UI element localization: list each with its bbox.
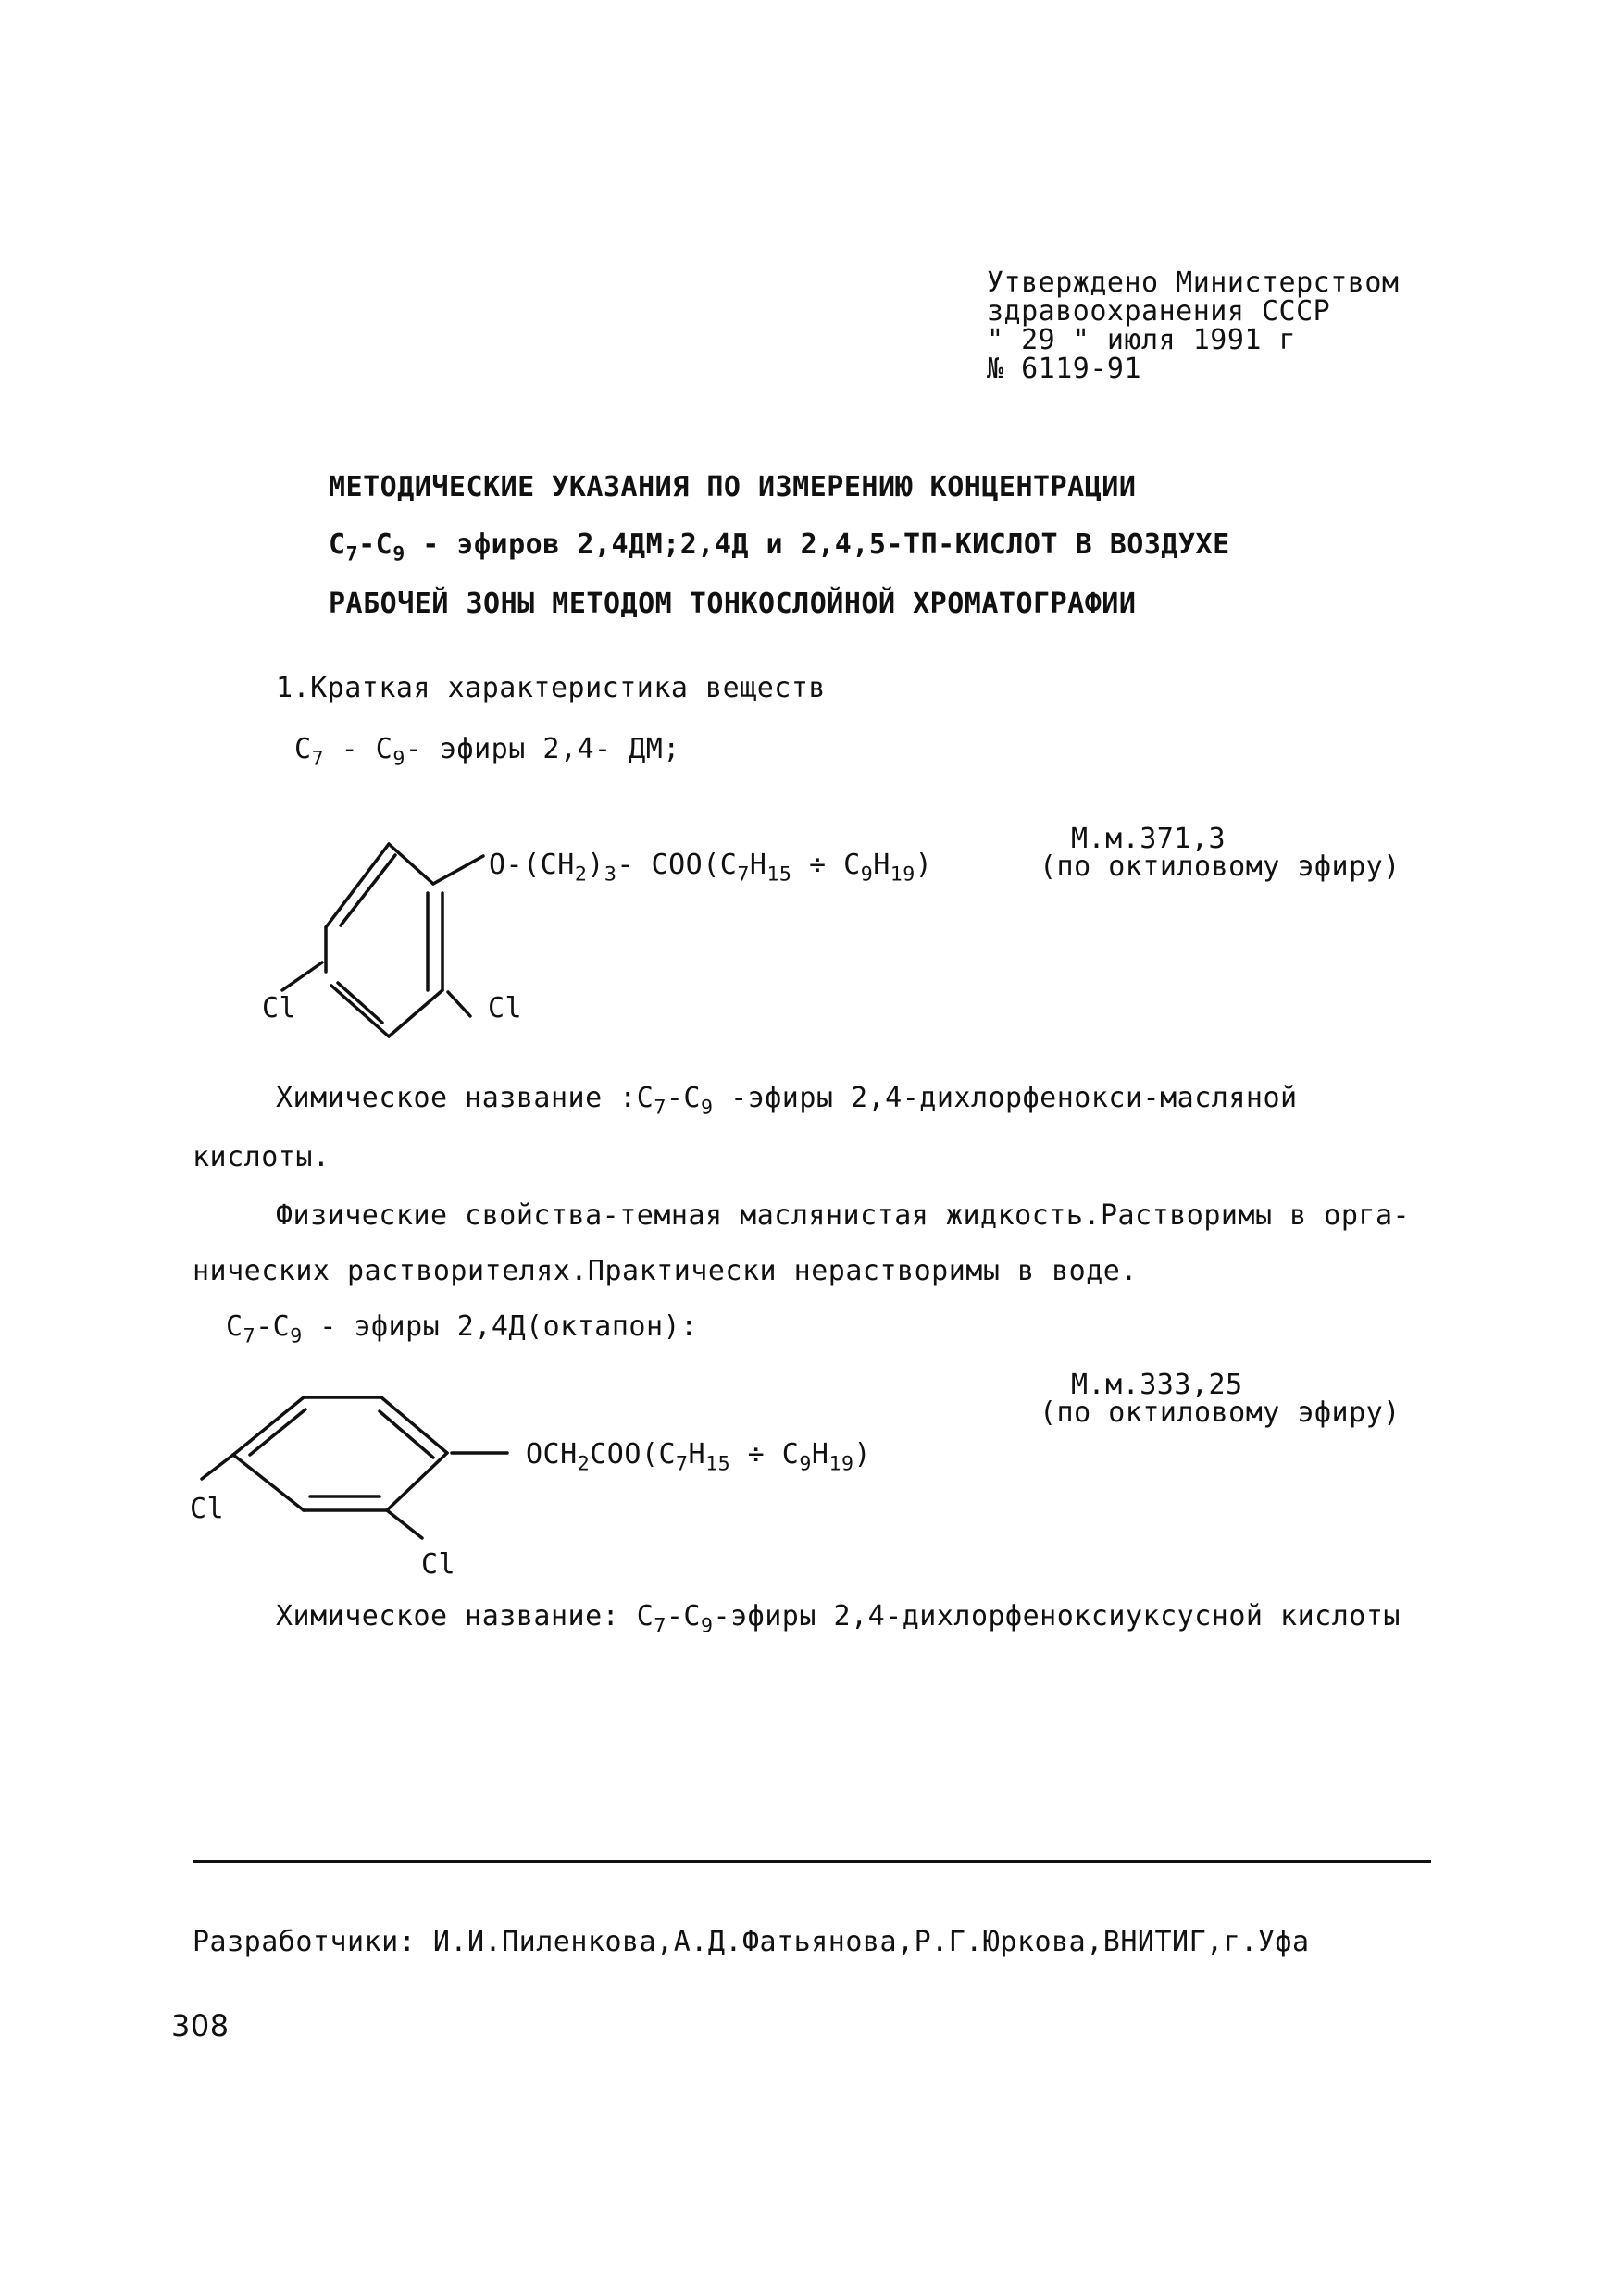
approval-number: № 6119-91 (987, 353, 1142, 385)
structure-2-cl-left: Cl (190, 1493, 225, 1525)
approval-line-2: здравоохранения СССР (987, 295, 1331, 328)
s2-bond-cl-bottom (387, 1510, 422, 1538)
s1-cn-c: -эфиры 2,4-дихлорфенокси-масляной (713, 1082, 1298, 1114)
s2-bond-bottom-left (233, 1455, 304, 1510)
s1-f-s2: 3 (604, 863, 617, 887)
s1-cn-s2: 9 (701, 1096, 714, 1120)
title-c: C (329, 528, 346, 561)
document-title-line-1: МЕТОДИЧЕСКИЕ УКАЗАНИЯ ПО ИЗМЕРЕНИЮ КОНЦЕНТРАЦИИ (329, 471, 1137, 503)
s1-label-c: C (294, 733, 312, 765)
s2-cn-a: Химическое название: C (276, 1600, 654, 1632)
s2-f-s2: 7 (676, 1452, 689, 1476)
s2-bond-bottom-right (387, 1453, 447, 1510)
substance-2-molecular-mass-note: (по октиловому эфиру) (1040, 1396, 1401, 1429)
s1-f-s6: 19 (890, 863, 915, 887)
substance-2-molecular-mass: М.м.333,25 (1071, 1369, 1243, 1401)
page-number: 308 (171, 2008, 230, 2043)
s2-f-f: ) (853, 1438, 872, 1471)
s1-f-d: H (749, 849, 767, 881)
s1-f-a: O-(CH (489, 849, 575, 881)
s2-bond-top-left-inner (250, 1409, 305, 1455)
s1-f-e: C (843, 849, 861, 881)
s2-label-rest: - эфиры 2,4Д(октапон): (302, 1310, 698, 1343)
s1-label-sub-7: 7 (311, 747, 325, 771)
structure-1-cl-right: Cl (488, 992, 523, 1024)
substance-1-molecular-mass-note: (по октиловому эфиру) (1040, 850, 1401, 883)
s2-cn-b: -C (666, 1600, 701, 1632)
s1-cn-a: Химическое название :C (276, 1082, 654, 1114)
s1-f-g: ) (915, 849, 933, 881)
substance-2-chemical-name (276, 1600, 1401, 1638)
s2-label-sub-9: 9 (290, 1324, 303, 1348)
physical-properties-line-2: нических растворителях.Практически нерастворимы в воде. (193, 1255, 1138, 1287)
s2-f-b: COO(C (590, 1438, 677, 1471)
structure-2-cl-bottom: Cl (421, 1548, 456, 1581)
s2-f-e: H (811, 1438, 829, 1471)
s1-label-mid: - C (324, 733, 393, 765)
s1-label-sub-9: 9 (392, 747, 405, 771)
s2-f-s5: 19 (828, 1452, 854, 1476)
approval-line-1: Утверждено Министерством (987, 267, 1400, 299)
physical-properties-line-1: Физические свойства-темная маслянистая жидкость.Растворимы в орга- (276, 1199, 1411, 1232)
s1-f-s1: 2 (574, 863, 588, 887)
s2-f-d: C (781, 1438, 800, 1471)
title-sub-9: 9 (392, 542, 405, 566)
substance-1-molecular-mass: М.м.371,3 (1071, 823, 1227, 855)
s2-f-s4: 9 (799, 1452, 812, 1476)
title-dash-c: -C (358, 528, 393, 561)
s2-label-c: C (226, 1310, 243, 1343)
title-sub-7: 7 (345, 542, 359, 566)
footer-divider (193, 1860, 1431, 1863)
s1-f-b: ) (587, 849, 604, 881)
s2-f-c: H (688, 1438, 706, 1471)
s1-f-f: H (873, 849, 890, 881)
structure-2-substituent-formula (526, 1438, 872, 1476)
substance-1-chemical-name-line-2: кислоты. (193, 1141, 330, 1173)
s1-label-rest: - эфиры 2,4- ДМ; (405, 733, 680, 765)
title-rest: - эфиров 2,4ДМ;2,4Д и 2,4,5-ТП-КИСЛОТ В ВОЗДУХЕ (405, 528, 1230, 561)
s2-cn-s1: 7 (654, 1614, 666, 1638)
developers-credit: Разработчики: И.И.Пиленкова,А.Д.Фатьянова,Р.Г.Юркова,ВНИТИГ,г.Уфа (193, 1926, 1310, 1958)
s1-f-s3: 7 (737, 863, 750, 887)
s1-cn-s1: 7 (654, 1096, 666, 1120)
s2-label-mid: -C (255, 1310, 291, 1343)
s2-f-a: OCH (526, 1438, 578, 1471)
approval-line-3: " 29 " июля 1991 г (987, 324, 1297, 356)
s2-bond-cl-left (202, 1455, 233, 1479)
s2-cn-s2: 9 (701, 1614, 714, 1638)
structure-1-cl-left: Cl (262, 992, 297, 1024)
document-title-line-3: РАБОЧЕЙ ЗОНЫ МЕТОДОМ ТОНКОСЛОЙНОЙ ХРОМАТОГРАФИИ (329, 588, 1137, 620)
s2-bond-top-right (381, 1397, 447, 1453)
s1-f-c: - COO(C (616, 849, 738, 881)
s2-f-s3: 15 (705, 1452, 731, 1476)
s2-f-sep: ÷ (730, 1438, 782, 1471)
s2-f-s1: 2 (577, 1452, 591, 1476)
s2-label-sub-7: 7 (243, 1324, 256, 1348)
s2-cn-c: -эфиры 2,4-дихлорфеноксиуксусной кислоты (713, 1600, 1401, 1632)
section-heading: 1.Краткая характеристика веществ (276, 672, 826, 704)
s2-bond-top-left (233, 1397, 304, 1455)
s1-f-s4: 15 (766, 863, 792, 887)
s1-f-sep: ÷ (791, 849, 844, 881)
s1-cn-b: -C (666, 1082, 701, 1114)
s1-f-s5: 9 (860, 863, 874, 887)
